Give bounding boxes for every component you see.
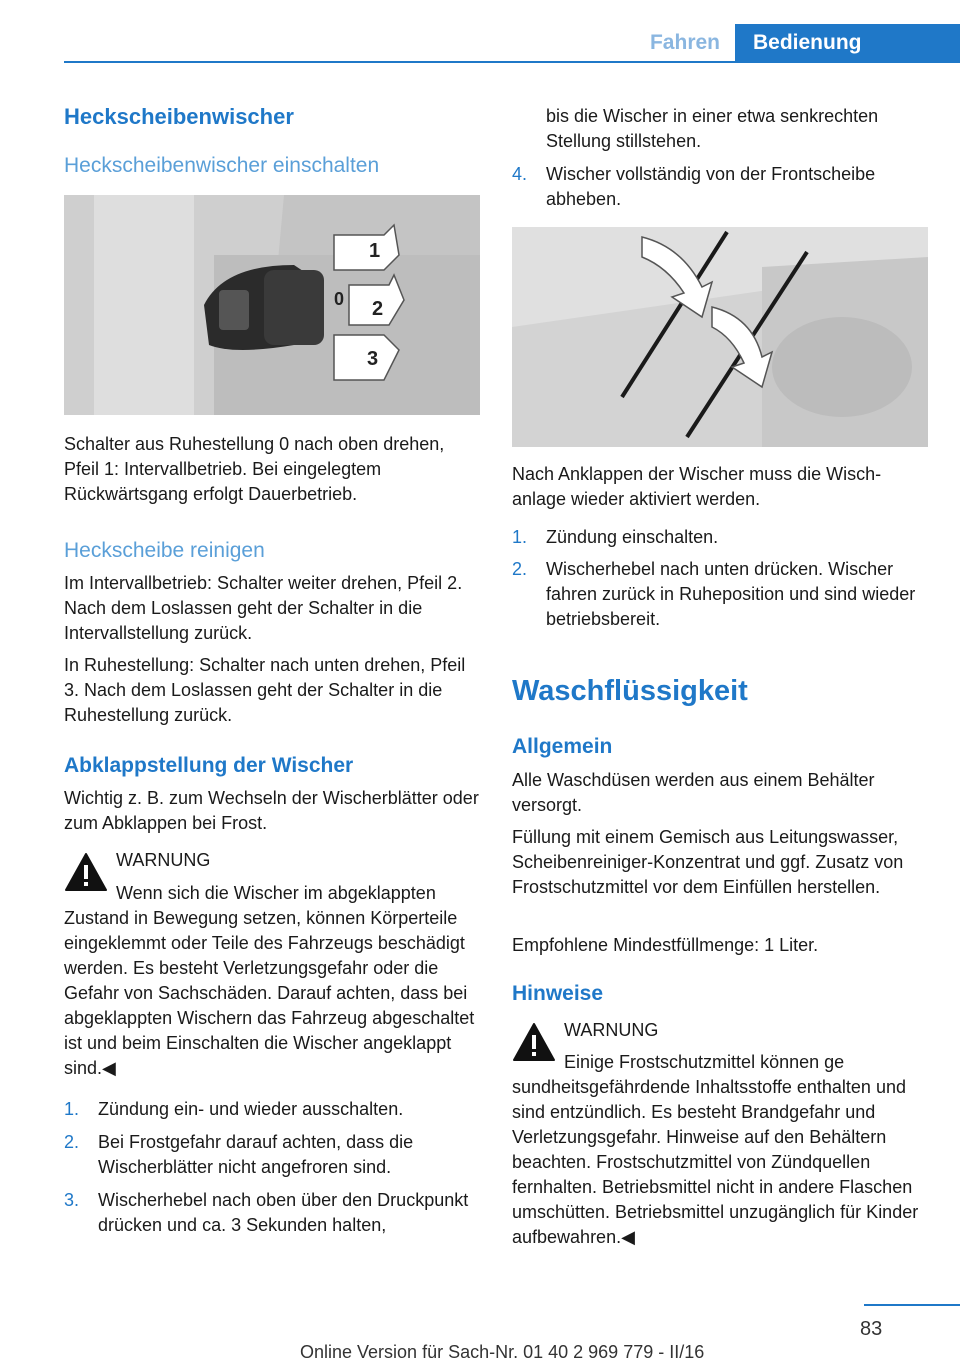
list-text: Wischerhebel nach oben über den Druckpunkt drücken und ca. 3 Sekunden halten, [98,1190,469,1235]
heading-einschalten: Heckscheibenwischer einschalten [64,154,380,177]
paragraph-menge: Empfohlene Mindestfüllmenge: 1 Liter. [512,935,819,955]
warning-title-right: WARNUNG [564,1020,659,1040]
warning-triangle-icon [64,852,108,892]
heading-heckscheibenwischer: Heckscheibenwischer [64,104,294,129]
paragraph-intervall: Im Intervallbetrieb: Schalter weiter drehen, Pfeil 2. Nach dem Loslassen geht der Schalter in die Intervallstellung zurück. [64,573,463,643]
header-tab-fahren: Fahren [635,24,735,62]
paragraph-anklappen: Nach Anklappen der Wischer muss die Wischanlage wieder aktiviert werden. [512,464,882,509]
header-rule [64,61,960,63]
list-text: Bei Frostgefahr darauf achten, dass die Wischerblätter nicht angefroren sind. [98,1132,414,1177]
warning-text-right-rest: sundheitsgefährdende Inhaltsstoffe enthalten und sind entzündlich. Es besteht Brandgefahr und Verletzungsgefahr. Hinweise auf den Behältern beachten. Frostschutzmittel von Zündquellen fernhalten. Betriebsmittel nicht in andere Flaschen umschütten. Betriebsmittel unzugänglich für Kinder aufbewahren.◀ [512,1077,919,1247]
warning-text-left-first: Wenn sich die Wischer im abgeklappten [116,883,436,903]
list-text: Wischer vollständig von der Frontscheibe abheben. [546,164,876,209]
list-number: 2. [512,559,528,579]
figure-wiper-raised [512,227,928,447]
arrow-label-1: 1 [369,240,381,262]
warning-title-left: WARNUNG [116,850,211,870]
warning-text-left-rest: Zustand in Bewegung setzen, können Körperteile eingeklemmt oder Teile des Fahrzeugs beschädigt werden. Es besteht Verletzungsgefahr oder die Gefahr von Sachschäden. Darauf achten, dass bei abgeklappten Wischern das Fahrzeug abgeschaltet ist und beim Einschalten die Wischer angeklappt sind.◀ [64,908,475,1078]
footer-rule [864,1304,960,1306]
list-text: Zündung ein- und wieder ausschalten. [98,1099,404,1119]
heading-allgemein: Allgemein [512,735,613,758]
paragraph-ruhe: In Ruhestellung: Schalter nach unten drehen, Pfeil 3. Nach dem Loslassen geht der Schalter in die Ruhestellung zurück. [64,655,466,725]
wiper-lever-illustration [64,195,480,415]
warning-text-right-first: Einige Frostschutzmittel können ge [564,1052,845,1072]
list-item-left-2 [64,1130,480,1182]
list-item-left-1 [64,1097,480,1123]
arrow-label-2: 2 [372,298,384,320]
heading-hinweise: Hinweise [512,982,604,1005]
paragraph-alle: Alle Waschdüsen werden aus einem Behälter versorgt. [512,770,875,815]
list-text: Wischerhebel nach unten drücken. Wischer fahren zurück in Ruheposition und sind wieder betriebsbereit. [546,559,916,629]
list-number: 1. [64,1099,80,1119]
footer-online-version: Online Version für Sach-Nr. 01 40 2 969 779 - II/16 [300,1342,705,1362]
list-number: 4. [512,164,528,184]
list-number: 2. [64,1132,80,1152]
list-item-right-4 [512,162,928,214]
list-item-right-2 [512,557,928,635]
heading-reinigen: Heckscheibe reinigen [64,539,265,562]
figure-wiper-lever [64,195,480,415]
wiper-raised-illustration [512,227,928,447]
heading-abklapp: Abklappstellung der Wischer [64,754,354,777]
list-item-left-3 [64,1188,480,1240]
list-item-right-3-continued: bis die Wischer in einer etwa senkrechten Stellung stillstehen. [546,106,879,151]
list-text: Zündung einschalten. [546,527,719,547]
warning-triangle-icon [512,1022,556,1062]
heading-waschfluessigkeit: Waschflüssigkeit [512,675,748,707]
paragraph-wichtig: Wichtig z. B. zum Wechseln der Wischerblätter oder zum Abklappen bei Frost. [64,788,479,833]
arrow-label-3: 3 [367,348,379,370]
list-item-right-1 [512,525,928,551]
page-number: 83 [860,1318,883,1340]
list-number: 1. [512,527,528,547]
list-number: 3. [64,1190,80,1210]
lever-label-0: 0 [334,289,345,309]
paragraph-fuellung: Füllung mit einem Gemisch aus Leitungswasser, Scheibenreiniger-Konzentrat und ggf. Zusatz von Frostschutzmittel vor dem Einfüllen herstellen. [512,827,904,897]
header-tab-bedienung: Bedienung [735,24,960,62]
paragraph-schalter: Schalter aus Ruhestellung 0 nach oben drehen, Pfeil 1: Intervallbetrieb. Bei eingelegtem Rückwärtsgang erfolgt Dauerbetrieb. [64,434,445,504]
